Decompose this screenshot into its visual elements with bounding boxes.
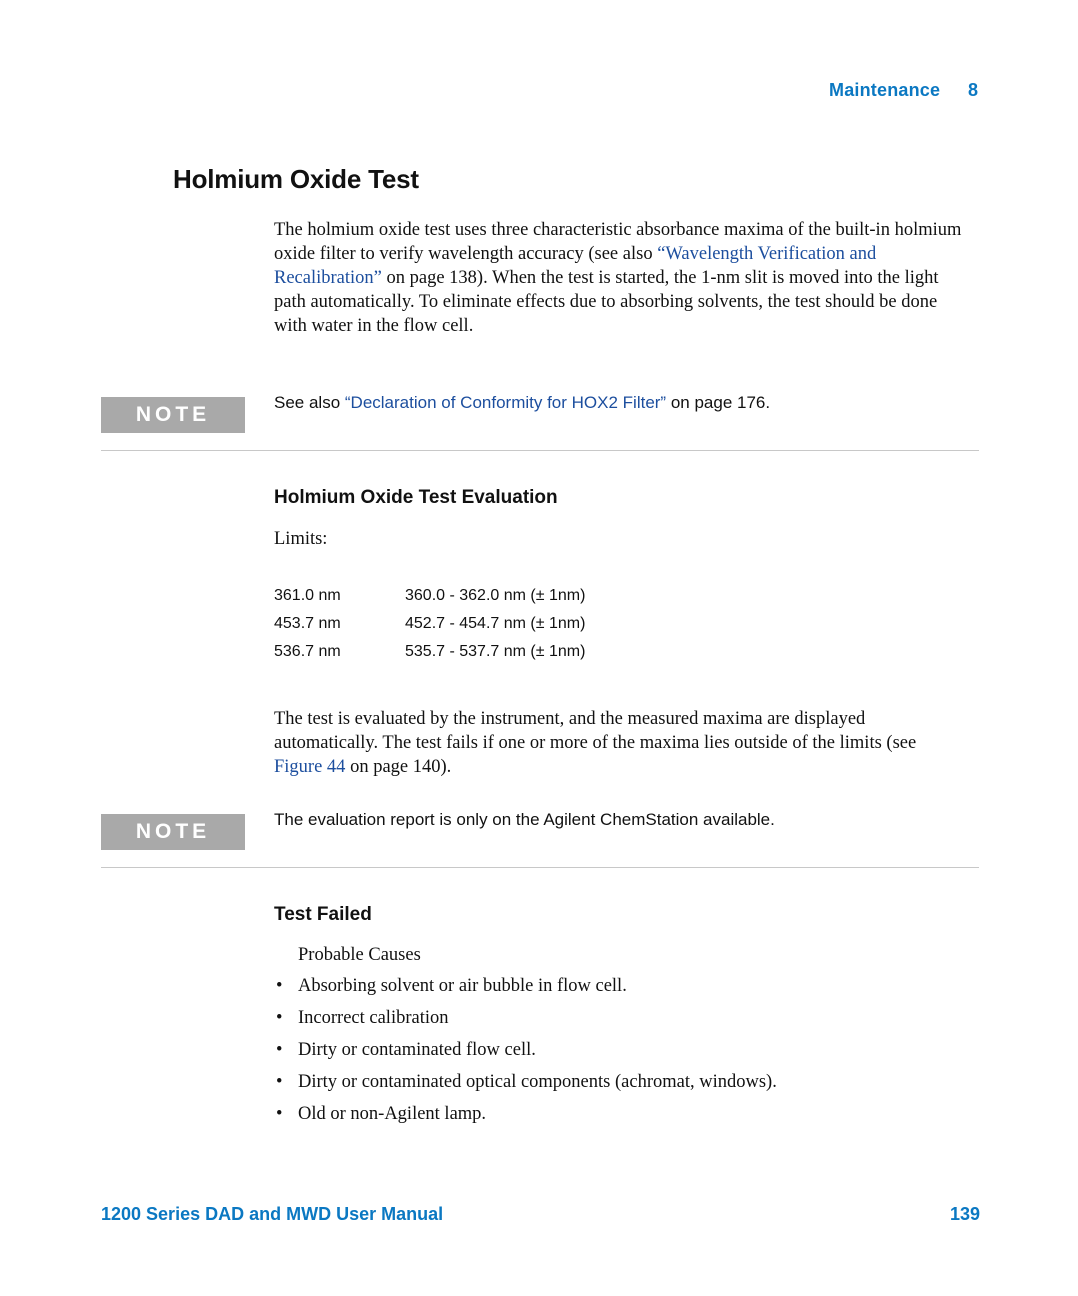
evaluation-text-1: The test is evaluated by the instrument, and the measured maxima are displayed automatically. The test fails if one or more of the maxima lies outside of the limits (see: [274, 709, 917, 753]
limit-range: 452.7 - 454.7 nm (± 1nm): [405, 615, 586, 632]
test-failed-heading: Test Failed: [274, 904, 372, 925]
cause-text: Dirty or contaminated flow cell.: [298, 1040, 536, 1060]
limits-label: Limits:: [274, 529, 328, 549]
page-title: Holmium Oxide Test: [173, 164, 419, 194]
limit-range: 535.7 - 537.7 nm (± 1nm): [405, 643, 586, 660]
note-divider: [101, 867, 979, 868]
limit-wavelength: 536.7 nm: [274, 643, 341, 660]
note-suffix: on page 176.: [666, 393, 771, 412]
intro-text-2: on page 138). When the test is started, the 1-nm slit is moved into the light path automatically. To eliminate effects due to absorbing solvents, the test should be done with water in the flow cell.: [274, 268, 939, 336]
cause-text: Absorbing solvent or air bubble in flow cell.: [298, 976, 627, 996]
footer-page-number: 139: [950, 1204, 981, 1224]
bullet-icon: •: [276, 976, 283, 996]
note-divider: [101, 450, 979, 451]
note-label: NOTE: [101, 814, 245, 850]
list-item: [274, 1098, 777, 1130]
bullet-icon: •: [276, 1040, 283, 1060]
running-header-section: Maintenance: [829, 80, 941, 100]
note-prefix: See also: [274, 393, 345, 412]
list-item: [274, 1002, 777, 1034]
running-header-chapter: 8: [968, 80, 979, 100]
bullet-icon: •: [276, 1008, 283, 1028]
cause-text: Incorrect calibration: [298, 1008, 449, 1028]
figure-44-link[interactable]: Figure 44: [274, 757, 346, 777]
cause-text: Dirty or contaminated optical components (achromat, windows).: [298, 1072, 777, 1092]
note-label: NOTE: [101, 397, 245, 433]
list-item: [274, 1066, 777, 1098]
list-header: Probable Causes: [298, 945, 421, 965]
bullet-icon: •: [276, 1072, 283, 1092]
cause-text: Old or non-Agilent lamp.: [298, 1104, 487, 1124]
evaluation-text-2: on page 140).: [345, 757, 452, 777]
note-text: [274, 392, 770, 414]
intro-paragraph: [274, 218, 974, 338]
intro-text-1: The holmium oxide test uses three characteristic absorbance maxima of the built-in holmium oxide filter to verify wavelength accuracy (see also: [274, 220, 962, 264]
evaluation-heading: Holmium Oxide Test Evaluation: [274, 487, 558, 508]
bullet-icon: •: [276, 1104, 283, 1124]
limit-wavelength: 453.7 nm: [274, 615, 341, 632]
declaration-of-conformity-link[interactable]: “Declaration of Conformity for HOX2 Filter”: [344, 393, 667, 412]
limit-wavelength: 361.0 nm: [274, 587, 341, 604]
probable-causes-list: [274, 940, 777, 1130]
wavelength-verification-link[interactable]: “Wavelength Verification and Recalibration”: [274, 244, 877, 288]
limit-range: 360.0 - 362.0 nm (± 1nm): [405, 587, 586, 604]
evaluation-paragraph: [274, 707, 934, 779]
note-text: The evaluation report is only on the Agilent ChemStation available.: [274, 810, 775, 829]
list-item: [274, 970, 777, 1002]
list-item: [274, 1034, 777, 1066]
footer-manual-title: 1200 Series DAD and MWD User Manual: [101, 1204, 444, 1224]
